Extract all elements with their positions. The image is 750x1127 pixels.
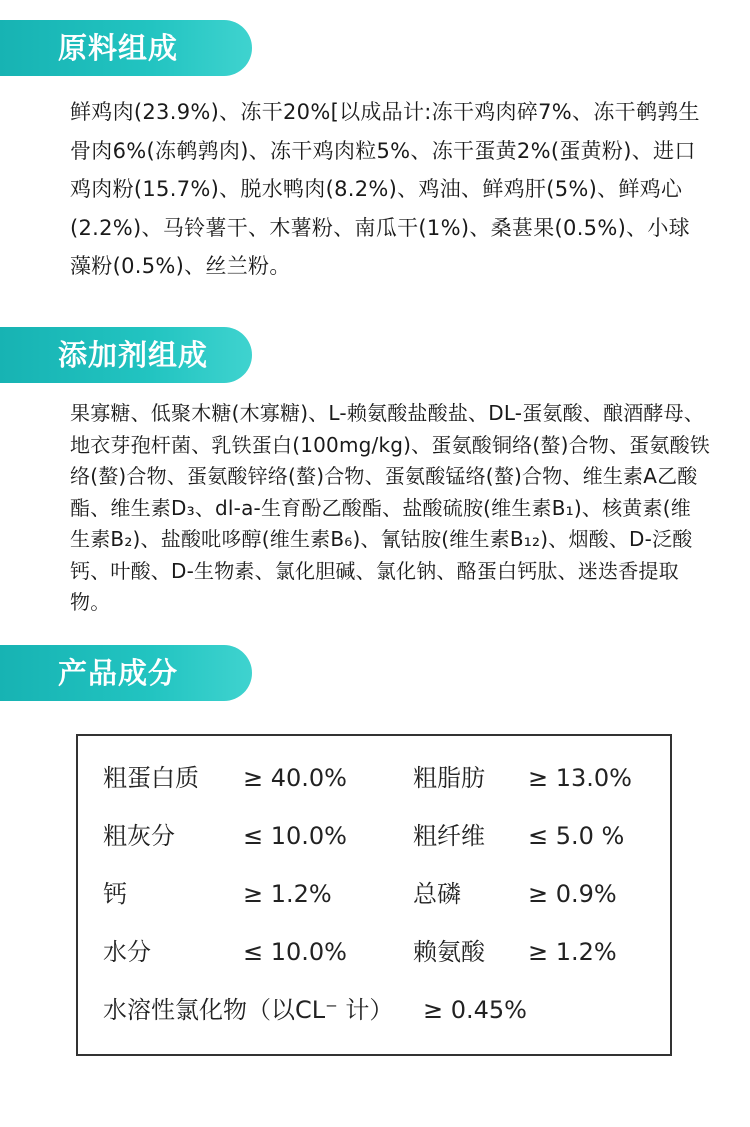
nutrient-name: 粗灰分 bbox=[103, 822, 175, 850]
analysis-title: 产品成分 bbox=[58, 656, 179, 690]
ingredients-title: 原料组成 bbox=[58, 31, 179, 65]
nutrient-name: 粗纤维 bbox=[413, 822, 485, 850]
analysis-table bbox=[76, 734, 672, 1056]
nutrient-value: ≥ 1.2% bbox=[243, 880, 332, 908]
nutrient-name: 粗蛋白质 bbox=[103, 764, 199, 792]
nutrient-value: ≥ 40.0% bbox=[243, 764, 347, 792]
nutrient-value: ≥ 1.2% bbox=[528, 938, 617, 966]
additives-header bbox=[0, 327, 252, 383]
ingredients-header bbox=[0, 20, 252, 76]
nutrient-name: 水溶性氯化物（以CL⁻ 计） bbox=[103, 996, 394, 1024]
nutrient-name: 水分 bbox=[103, 938, 151, 966]
nutrient-value: ≥ 13.0% bbox=[528, 764, 632, 792]
additives-text: 果寡糖、低聚木糖(木寡糖)、L-赖氨酸盐酸盐、DL-蛋氨酸、酿酒酵母、地衣芽孢杆菌、乳铁蛋白(100mg/kg)、蛋氨酸铜络(螯)合物、蛋氨酸铁络(螯)合物、蛋氨酸锌络(螯)合物、蛋氨酸锰络(螯)合物、维生素A乙酸酯、维生素D₃、dl-a-生育酚乙酸酯、盐酸硫胺(维生素B₁)、核黄素(维生素B₂)、盐酸吡哆醇(维生素B₆)、氰钴胺(维生素B₁₂)、烟酸、D-泛酸钙、叶酸、D-生物素、氯化胆碱、氯化钠、酪蛋白钙肽、迷迭香提取物。 bbox=[70, 401, 710, 614]
nutrient-name: 粗脂肪 bbox=[413, 764, 485, 792]
nutrient-value: ≤ 10.0% bbox=[243, 938, 347, 966]
nutrient-name: 总磷 bbox=[413, 880, 461, 908]
ingredients-text: 鲜鸡肉(23.9%)、冻干20%[以成品计:冻干鸡肉碎7%、冻干鹌鹑生骨肉6%(冻鹌鹑肉)、冻干鸡肉粒5%、冻干蛋黄2%(蛋黄粉)、进口鸡肉粉(15.7%)、脱水鸭肉(8.2%)、鸡油、鲜鸡肝(5%)、鲜鸡心(2.2%)、马铃薯干、木薯粉、南瓜干(1%)、桑葚果(0.5%)、小球藻粉(0.5%)、丝兰粉。 bbox=[70, 100, 700, 278]
nutrient-name: 钙 bbox=[103, 880, 127, 908]
nutrient-value: ≥ 0.45% bbox=[423, 996, 527, 1024]
analysis-header bbox=[0, 645, 252, 701]
nutrient-value: ≥ 0.9% bbox=[528, 880, 617, 908]
nutrient-value: ≤ 10.0% bbox=[243, 822, 347, 850]
nutrient-value: ≤ 5.0 % bbox=[528, 822, 625, 850]
nutrient-name: 赖氨酸 bbox=[413, 938, 485, 966]
additives-title: 添加剂组成 bbox=[58, 338, 209, 372]
